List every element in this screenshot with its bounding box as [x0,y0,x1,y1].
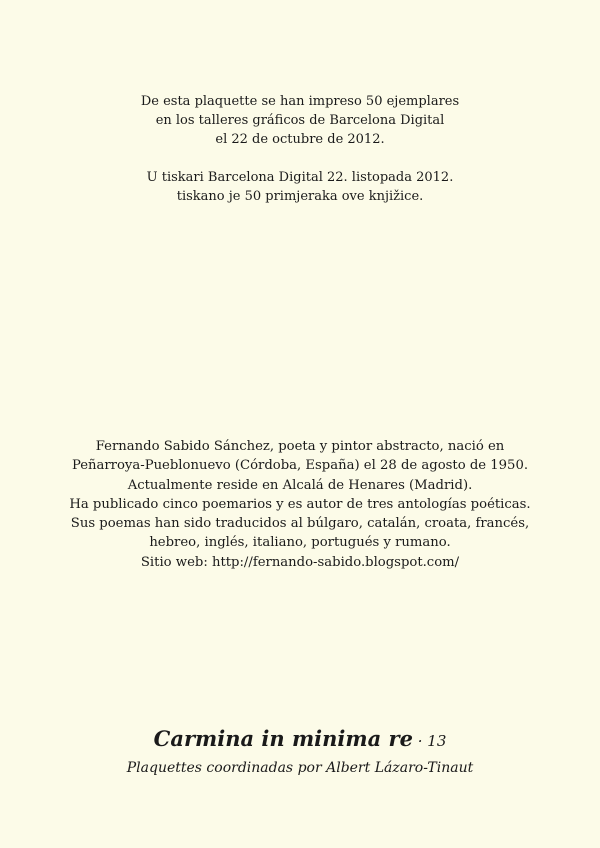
author-bio [0,437,600,572]
colophon-line: en los talleres gráficos de Barcelona Digital [155,113,445,128]
bio-line: Sus poemas han sido traducidos al búlgaro, catalán, croata, francés, [70,516,530,532]
colophon-line: De esta plaquette se han impreso 50 ejemplares [140,94,460,109]
colophon-line: el 22 de octubre de 2012. [215,132,385,147]
series-separator: · [412,732,428,750]
bio-line: Sitio web: http://fernando-sabido.blogspot.com/ [140,554,460,570]
bio-line: Actualmente reside en Alcalá de Henares (Madrid). [127,477,473,493]
colophon-line: U tiskari Barcelona Digital 22. listopada 2012. [146,170,454,185]
paragraph-gap [0,149,600,168]
series-number: 13 [427,732,447,750]
bio-line: Ha publicado cinco poemarios y es autor de tres antologías poéticas. [69,496,531,512]
series-title [0,726,600,754]
bio-line: Peñarroya-Pueblonuevo (Córdoba, España) el 28 de agosto de 1950. [71,458,529,474]
bio-line: hebreo, inglés, italiano, portugués y rumano. [149,535,451,551]
series-name: Carmina in minima re [153,726,413,751]
series-subtitle: Plaquettes coordinadas por Albert Lázaro-Tinaut [126,760,474,776]
bio-line: Fernando Sabido Sánchez, poeta y pintor abstracto, nació en [95,439,505,454]
colophon-line: tiskano je 50 primjeraka ove knjižice. [176,189,424,204]
colophon [0,92,600,206]
